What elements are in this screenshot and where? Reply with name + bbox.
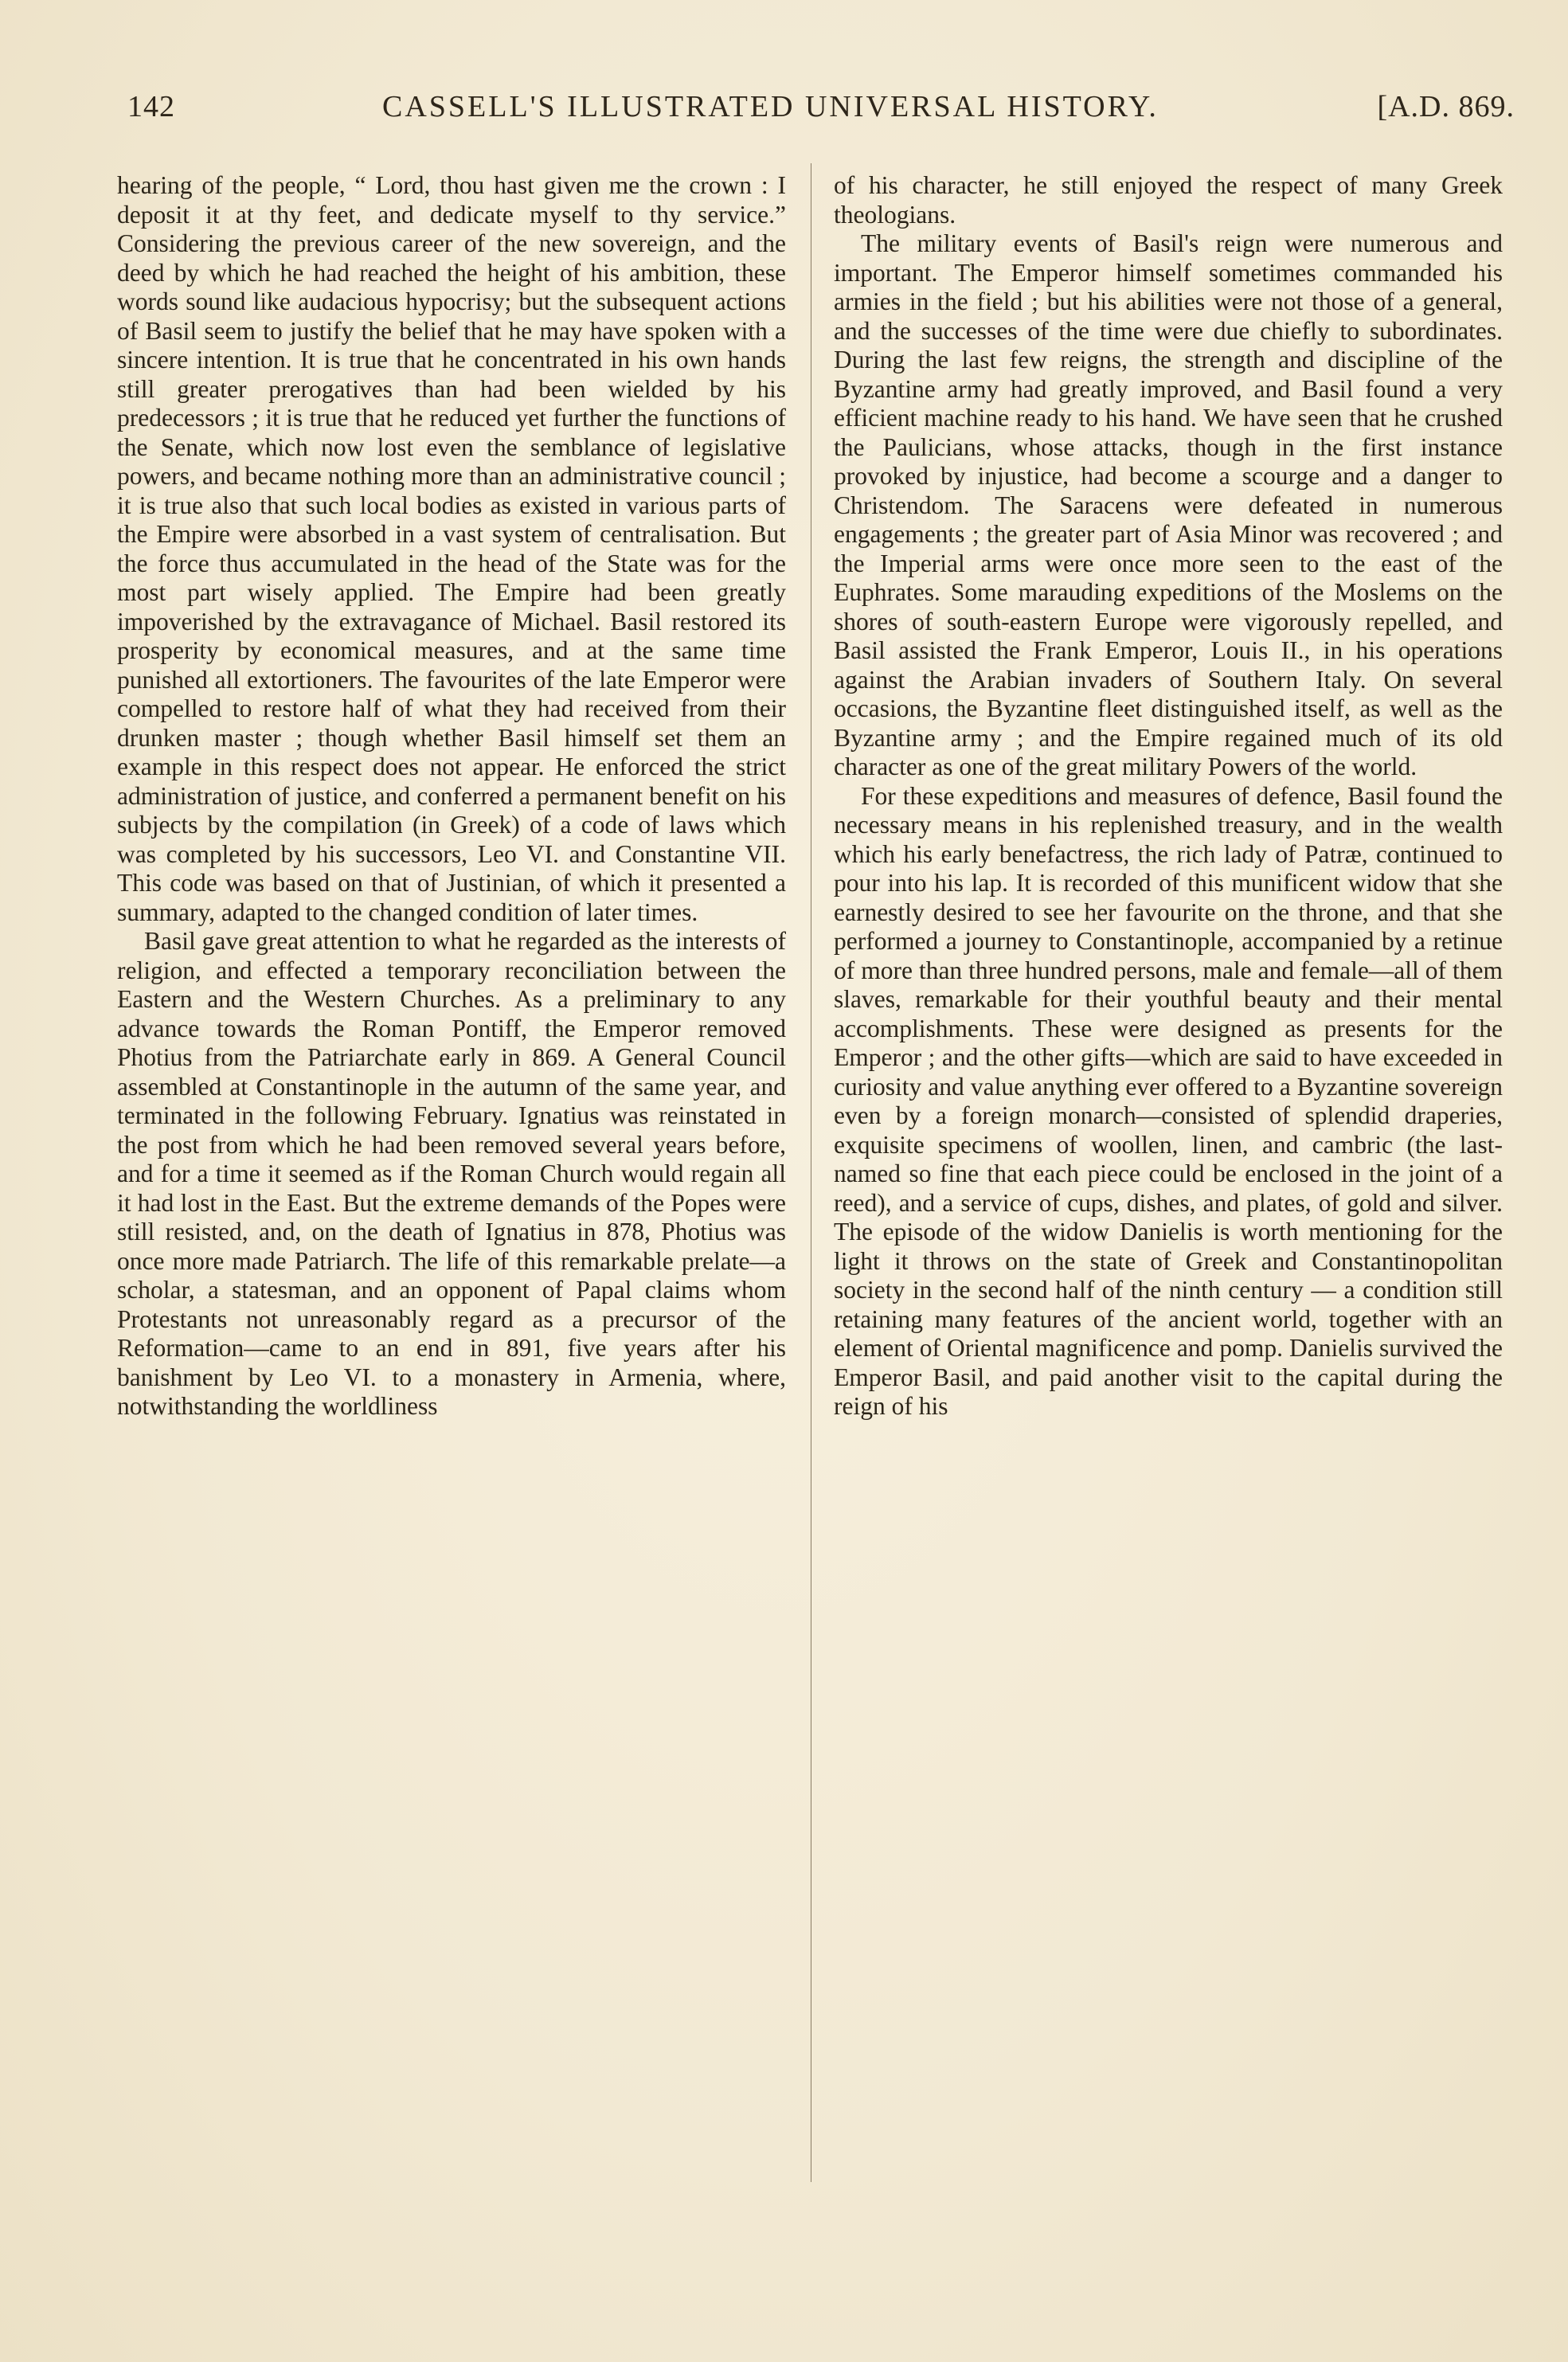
paragraph: hearing of the people, “ Lord, thou hast given me the crown : I deposit it at thy feet, and dedicate myself to thy service.” Considering the previous career of the new sovereign, and the deed by which he had reached the height of his ambition, these words sound like audacious hypocrisy; but the subsequent actions of Basil seem to justify the belief that he may have spoken with a sincere intention. It is true that he concentrated in his own hands still greater prerogatives than had been wielded by his predecessors ; it is true that he reduced yet further the functions of the Senate, which now lost even the semblance of legislative powers, and became nothing more than an administrative council ; it is true also that such local bodies as existed in various parts of the Empire were absorbed in a vast system of centralisation. But the force thus accumulated in the head of the State was for the most part wisely applied. The Empire had been greatly impoverished by the extravagance of Michael. Basil restored its prosperity by economical measures, and at the same time punished all extortioners. The favourites of the late Emperor were compelled to restore half of what they had received from their drunken master ; though whether Basil himself set them an example in this respect does not appear. He enforced the strict administration of justice, and conferred a permanent benefit on his subjects by the compilation (in Greek) of a code of laws which was completed by his successors, Leo VI. and Constantine VII. This code was based on that of Justinian, of which it presented a summary, adapted to the changed condition of later times. bbox=[117, 171, 786, 926]
date-marker: [A.D. 869. bbox=[1377, 90, 1515, 123]
running-title: CASSELL'S ILLUSTRATED UNIVERSAL HISTORY. bbox=[382, 90, 1159, 123]
right-column bbox=[834, 171, 1503, 1422]
paragraph: For these expeditions and measures of defence, Basil found the necessary means in his replenished treasury, and in the wealth which his early benefactress, the rich lady of Patræ, continued to pour into his lap. It is recorded of this munificent widow that she earnestly desired to see her favourite on the throne, and that she performed a journey to Constantinople, accompanied by a retinue of more than three hundred persons, male and female—all of them slaves, remarkable for their youthful beauty and their mental accomplishments. These were designed as presents for the Emperor ; and the other gifts—which are said to have exceeded in curiosity and value anything ever offered to a Byzantine sovereign even by a foreign monarch—consisted of splendid draperies, exquisite specimens of woollen, linen, and cambric (the last-named so fine that each piece could be enclosed in the joint of a reed), and a service of cups, dishes, and plates, of gold and silver. The episode of the widow Danielis is worth mentioning for the light it throws on the state of Greek and Constantinopolitan society in the second half of the ninth century — a condition still retaining many features of the ancient world, together with an element of Oriental magnificence and pomp. Danielis survived the Emperor Basil, and paid another visit to the capital during the reign of his bbox=[834, 781, 1503, 1420]
paragraph: of his character, he still enjoyed the respect of many Greek theologians. bbox=[834, 171, 1503, 229]
paragraph: The military events of Basil's reign were numerous and important. The Emperor himself sometimes commanded his armies in the field ; but his abilities were not those of a general, and the successes of the time were due chiefly to subordinates. During the last few reigns, the strength and discipline of the Byzantine army had greatly improved, and Basil found a very efficient machine ready to his hand. We have seen that he crushed the Paulicians, whose attacks, though in the first instance provoked by injustice, had become a scourge and a danger to Christendom. The Saracens were defeated in numerous engagements ; the greater part of Asia Minor was recovered ; and the Imperial arms were once more seen to the east of the Euphrates. Some marauding expeditions of the Moslems on the shores of south-eastern Europe were vigorously repelled, and Basil assisted the Frank Emperor, Louis II., in his operations against the Arabian invaders of Southern Italy. On several occasions, the Byzantine fleet distinguished itself, as well as the Byzantine army ; and the Empire regained much of its old character as one of the great military Powers of the world. bbox=[834, 229, 1503, 780]
running-header bbox=[127, 89, 1515, 129]
paragraph: Basil gave great attention to what he regarded as the interests of religion, and effected a temporary reconciliation between the Eastern and the Western Churches. As a preliminary to any advance towards the Roman Pontiff, the Emperor removed Photius from the Patriarchate early in 869. A General Council assembled at Constantinople in the autumn of the same year, and terminated in the following February. Ignatius was reinstated in the post from which he had been removed several years before, and for a time it seemed as if the Roman Church would regain all it had lost in the East. But the extreme demands of the Popes were still resisted, and, on the death of Ignatius in 878, Photius was once more made Patriarch. The life of this remarkable prelate—a scholar, a statesman, and an opponent of Papal claims whom Protestants not unreasonably regard as a precursor of the Reformation—came to an end in 891, five years after his banishment by Leo VI. to a monastery in Armenia, where, notwithstanding the worldliness bbox=[117, 927, 786, 1420]
page-number: 142 bbox=[127, 90, 175, 123]
left-column bbox=[117, 171, 786, 1422]
